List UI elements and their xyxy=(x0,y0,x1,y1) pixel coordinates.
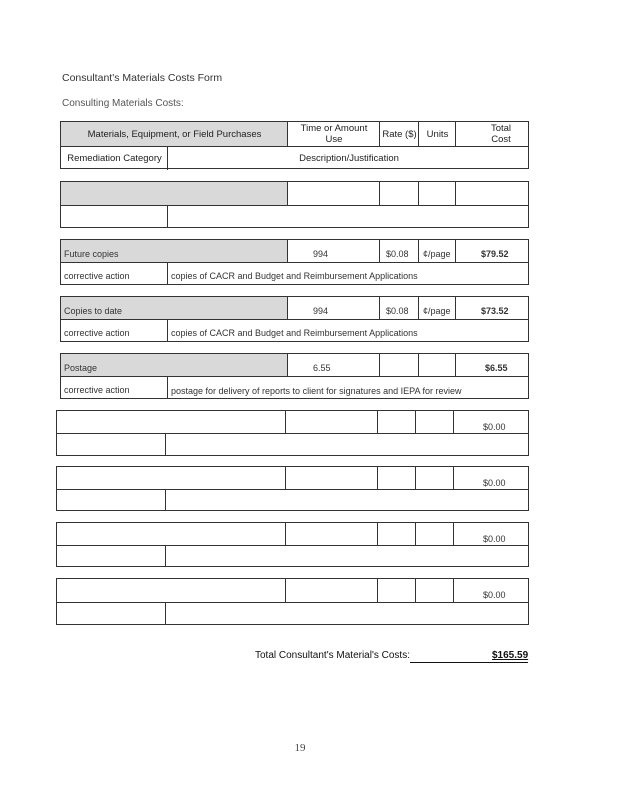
entry-total: $73.52 xyxy=(481,306,509,316)
form-title: Consultant's Materials Costs Form xyxy=(62,72,223,84)
entry-block xyxy=(56,410,529,456)
header-units: Units xyxy=(426,129,449,140)
total-value: $165.59 xyxy=(492,650,529,661)
entry-block xyxy=(60,296,529,342)
entry-item: Future copies xyxy=(64,249,119,259)
page-number: 19 xyxy=(294,742,306,754)
entry-category: corrective action xyxy=(64,328,130,338)
header-table xyxy=(60,121,529,169)
total-underline xyxy=(410,662,528,663)
entry-rate: $0.08 xyxy=(386,306,409,316)
entry-description: copies of CACR and Budget and Reimbursement Applications xyxy=(171,328,418,338)
header-total: Total Cost xyxy=(490,123,512,145)
entry-category: corrective action xyxy=(64,385,130,395)
entry-amount: 6.55 xyxy=(313,363,331,373)
entry-total: $0.00 xyxy=(483,534,506,544)
entry-total: $79.52 xyxy=(481,249,509,259)
header-rate: Rate ($) xyxy=(382,129,417,140)
entry-amount: 994 xyxy=(313,306,329,316)
header-item: Materials, Equipment, or Field Purchases xyxy=(87,129,262,140)
entry-total: $0.00 xyxy=(483,422,506,432)
entry-amount: 994 xyxy=(313,249,329,259)
entry-item: Postage xyxy=(64,363,98,373)
header-category: Remediation Category xyxy=(67,153,162,164)
entry-total: $0.00 xyxy=(483,590,506,600)
entry-item: Copies to date xyxy=(64,306,123,316)
entry-block xyxy=(60,353,529,399)
entry-units: ¢/page xyxy=(423,249,451,259)
entry-block xyxy=(60,239,529,285)
entry-total: $0.00 xyxy=(483,478,506,488)
entry-description: copies of CACR and Budget and Reimbursement Applications xyxy=(171,271,418,281)
form-subtitle: Consulting Materials Costs: xyxy=(62,98,184,109)
entry-category: corrective action xyxy=(64,271,130,281)
header-description: Description/Justification xyxy=(299,153,399,164)
entry-rate: $0.08 xyxy=(386,249,409,259)
total-label: Total Consultant's Material's Costs: xyxy=(255,650,410,661)
entry-block xyxy=(56,578,529,625)
entry-units: ¢/page xyxy=(423,306,451,316)
entry-block xyxy=(60,181,529,228)
entry-description: postage for delivery of reports to client for signatures and IEPA for review xyxy=(171,386,462,396)
header-amount: Time or Amount Use xyxy=(300,123,368,145)
entry-block xyxy=(56,466,529,511)
entry-block xyxy=(56,522,529,567)
entry-total: $6.55 xyxy=(485,363,508,373)
